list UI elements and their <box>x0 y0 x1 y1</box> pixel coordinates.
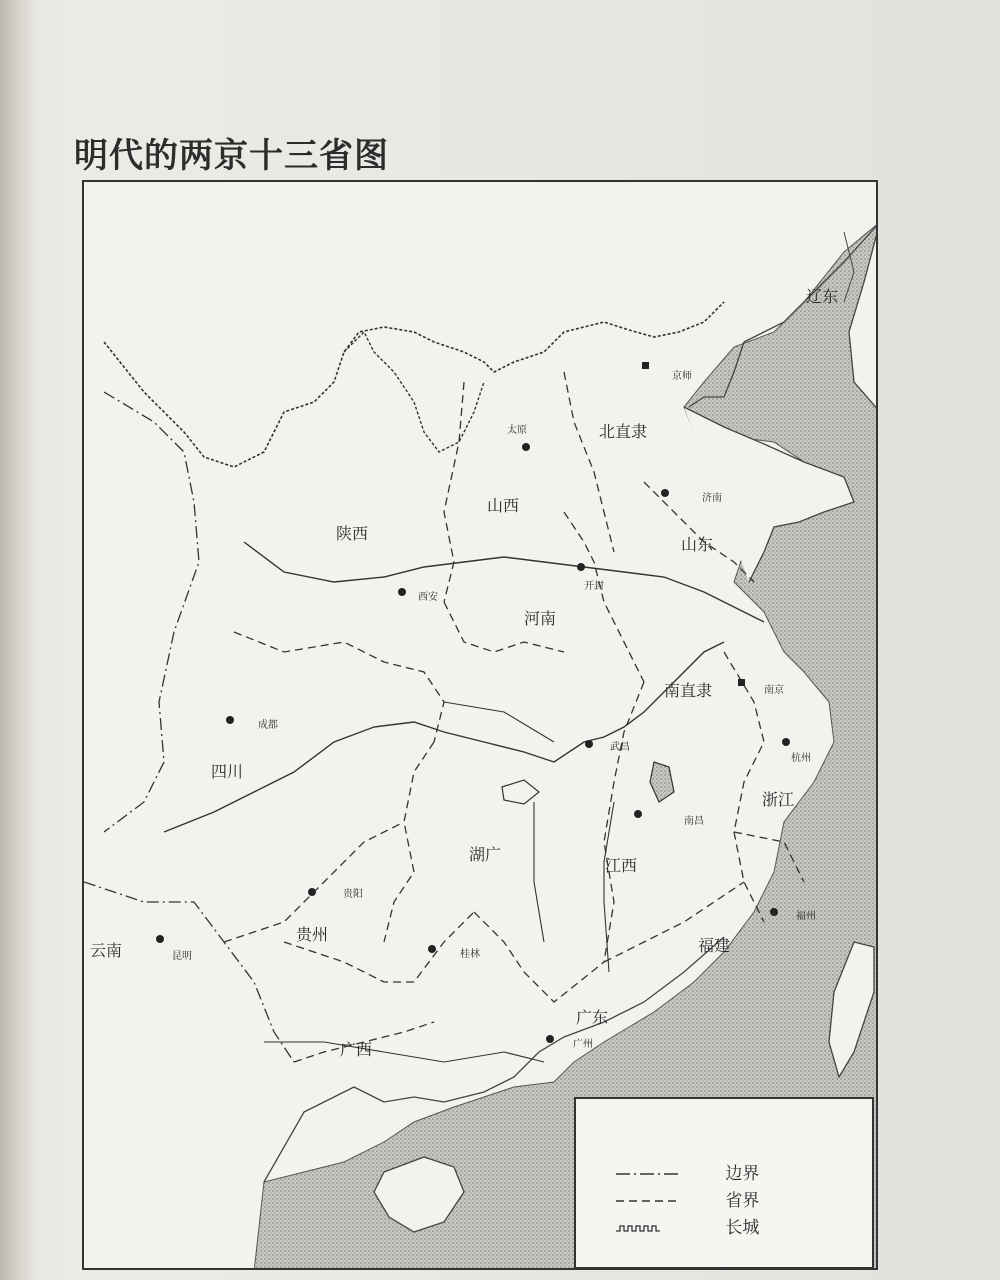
legend-border-label: 边界 <box>725 1164 760 1184</box>
yangtze-river <box>164 642 724 832</box>
province-guangdong: 广东 <box>576 1008 609 1027</box>
province-beizhili: 北直隶 <box>599 422 648 441</box>
city-marker-guilin <box>428 945 436 953</box>
province-zhejiang: 浙江 <box>762 790 795 809</box>
province-shaanxi: 陕西 <box>336 524 369 543</box>
city-kunming: 昆明 <box>172 951 192 962</box>
river-gan <box>604 802 614 972</box>
city-fuzhou: 福州 <box>796 911 816 922</box>
province-shandong: 山东 <box>681 535 714 554</box>
city-marker-hangzhou <box>782 738 790 746</box>
river-xi <box>264 1042 544 1062</box>
legend-province-label: 省界 <box>725 1191 760 1211</box>
great-wall <box>104 302 724 467</box>
dashed-line-icon <box>616 1195 680 1207</box>
river-xiang <box>534 802 544 942</box>
city-guiyang: 贵阳 <box>343 889 363 900</box>
city-taiyuan: 太原 <box>507 425 527 436</box>
city-guilin: 桂林 <box>460 949 480 960</box>
city-nanchang: 南昌 <box>684 816 704 827</box>
city-markers <box>156 362 790 1043</box>
province-sichuan: 四川 <box>211 762 244 781</box>
city-marker-nanjing <box>738 679 745 686</box>
great-wall-icon <box>616 1222 680 1234</box>
map-legend <box>574 1097 874 1269</box>
lake-poyang <box>650 762 674 802</box>
city-marker-kaifeng <box>577 563 585 571</box>
city-marker-guangzhou <box>546 1035 554 1043</box>
city-marker-xian <box>398 588 406 596</box>
province-guangxi: 广西 <box>340 1040 373 1059</box>
city-marker-fuzhou <box>770 908 778 916</box>
city-marker-chengdu <box>226 716 234 724</box>
city-marker-jinan <box>661 489 669 497</box>
city-hangzhou: 杭州 <box>791 753 811 764</box>
book-page-edge <box>0 0 34 1280</box>
legend-wall <box>616 1213 759 1238</box>
city-marker-wuchang <box>585 740 593 748</box>
city-chengdu: 成都 <box>258 720 278 731</box>
province-jiangxi: 江西 <box>605 856 638 875</box>
legend-province <box>616 1186 759 1211</box>
province-fujian: 福建 <box>698 936 731 955</box>
city-marker-guiyang <box>308 888 316 896</box>
lake-dongting <box>502 780 539 804</box>
city-marker-taiyuan <box>522 443 530 451</box>
dash-dot-line-icon <box>616 1168 680 1180</box>
province-huguang: 湖广 <box>469 845 502 864</box>
legend-wall-label: 长城 <box>725 1218 760 1238</box>
province-shanxi: 山西 <box>487 496 520 515</box>
city-nanjing: 南京 <box>764 685 784 696</box>
province-liaodong: 辽东 <box>806 287 839 306</box>
city-marker-nanchang <box>634 810 642 818</box>
city-wuchang: 武昌 <box>610 742 630 753</box>
city-xian: 西安 <box>418 592 438 603</box>
province-yunnan: 云南 <box>90 941 123 960</box>
city-kaifeng: 开封 <box>584 581 604 592</box>
map-title: 明代的两京十三省图 <box>74 136 389 176</box>
city-jingshi: 京师 <box>672 371 692 382</box>
city-guangzhou: 广州 <box>573 1039 593 1050</box>
great-wall-inner <box>344 332 484 452</box>
city-jinan: 济南 <box>702 493 722 504</box>
city-marker-jingshi <box>642 362 649 369</box>
province-nanzhili: 南直隶 <box>664 681 713 700</box>
province-guizhou: 贵州 <box>296 925 329 944</box>
province-henan: 河南 <box>524 609 557 628</box>
legend-border <box>616 1159 759 1184</box>
city-marker-kunming <box>156 935 164 943</box>
